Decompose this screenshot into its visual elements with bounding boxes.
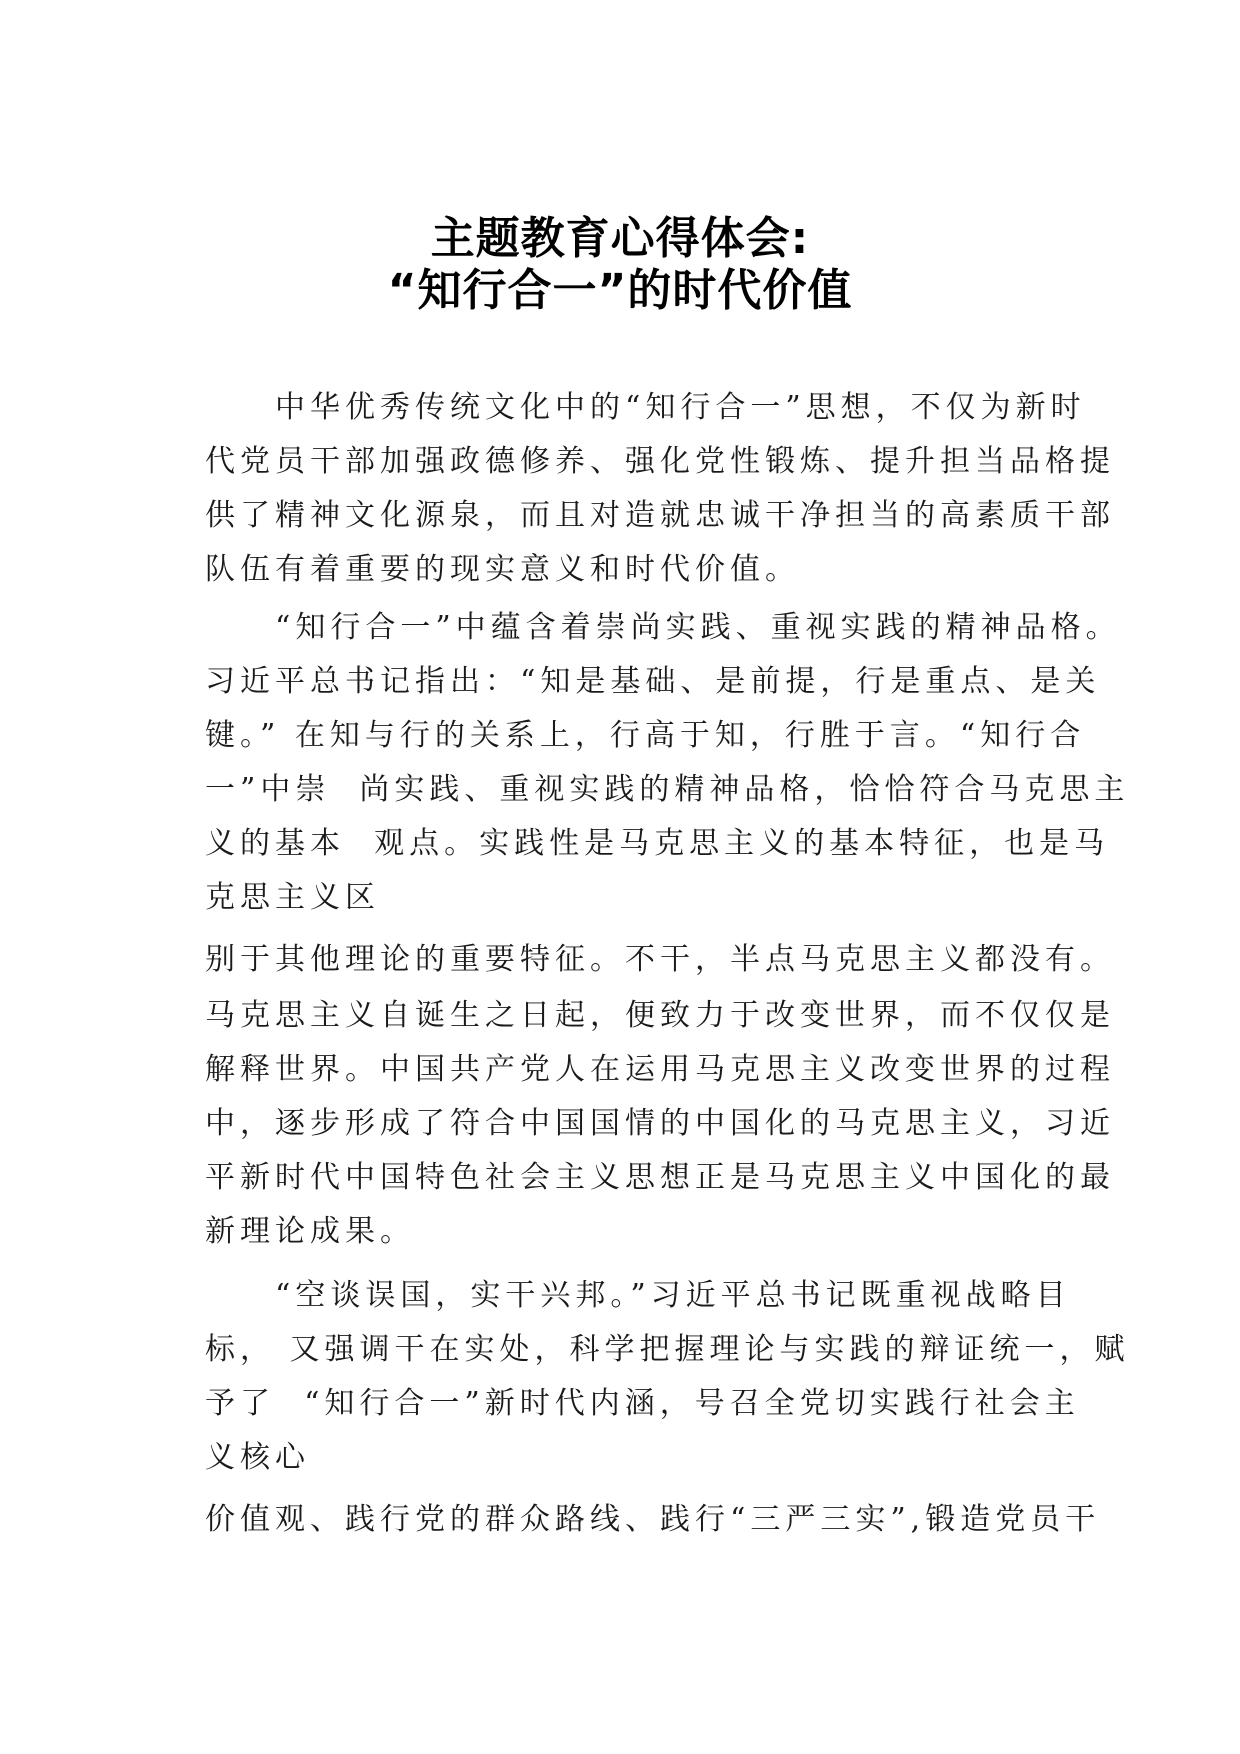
body-line: 别于其他理论的重要特征。不干，半点马克思主义都没有。 [205,942,1115,977]
body-line: “空谈误国，实干兴邦。”习近平总书记既重视战略目 [205,1278,1071,1313]
body-line: 义核心 [205,1440,310,1475]
body-line: 价值观、践行党的群众路线、践行“三严三实”,锻造党员干 [205,1502,1101,1537]
body-line: “知行合一”中蕴含着崇尚实践、重视实践的精神品格。 [205,610,1121,645]
body-line: 供了精神文化源泉，而且对造就忠诚干净担当的高素质干部 [205,498,1115,533]
body-line: 键。” 在知与行的关系上，行高于知，行胜于言。“知行合 [205,718,1086,753]
body-line: 克思主义区 [205,880,380,915]
body-line: 队伍有着重要的现实意义和时代价值。 [205,552,800,587]
document-title-line-2: “知行合一”的时代价值 [387,265,853,316]
body-line: 予了 “知行合一”新时代内涵，号召全党切实践行社会主 [205,1386,1080,1421]
body-line: 标， 又强调干在实处，科学把握理论与实践的辩证统一，赋 [205,1332,1130,1367]
body-line: 义的基本 观点。实践性是马克思主义的基本特征，也是马 [205,826,1110,861]
body-line: 新理论成果。 [205,1214,415,1249]
body-line: 中，逐步形成了符合中国国情的中国化的马克思主义，习近 [205,1106,1115,1141]
body-line: 习近平总书记指出：“知是基础、是前提，行是重点、是关 [205,664,1101,699]
body-line: 解释世界。中国共产党人在运用马克思主义改变世界的过程 [205,1052,1115,1087]
body-line: 马克思主义自诞生之日起，便致力于改变世界，而不仅仅是 [205,998,1115,1033]
body-line: 一”中崇 尚实践、重视实践的精神品格，恰恰符合马克思主 [205,772,1130,807]
body-line: 平新时代中国特色社会主义思想正是马克思主义中国化的最 [205,1160,1115,1195]
body-line: 中华优秀传统文化中的“知行合一”思想，不仅为新时 [205,390,1086,425]
document-title-line-1: 主题教育心得体会: [430,213,810,264]
body-line: 代党员干部加强政德修养、强化党性锻炼、提升担当品格提 [205,444,1115,479]
